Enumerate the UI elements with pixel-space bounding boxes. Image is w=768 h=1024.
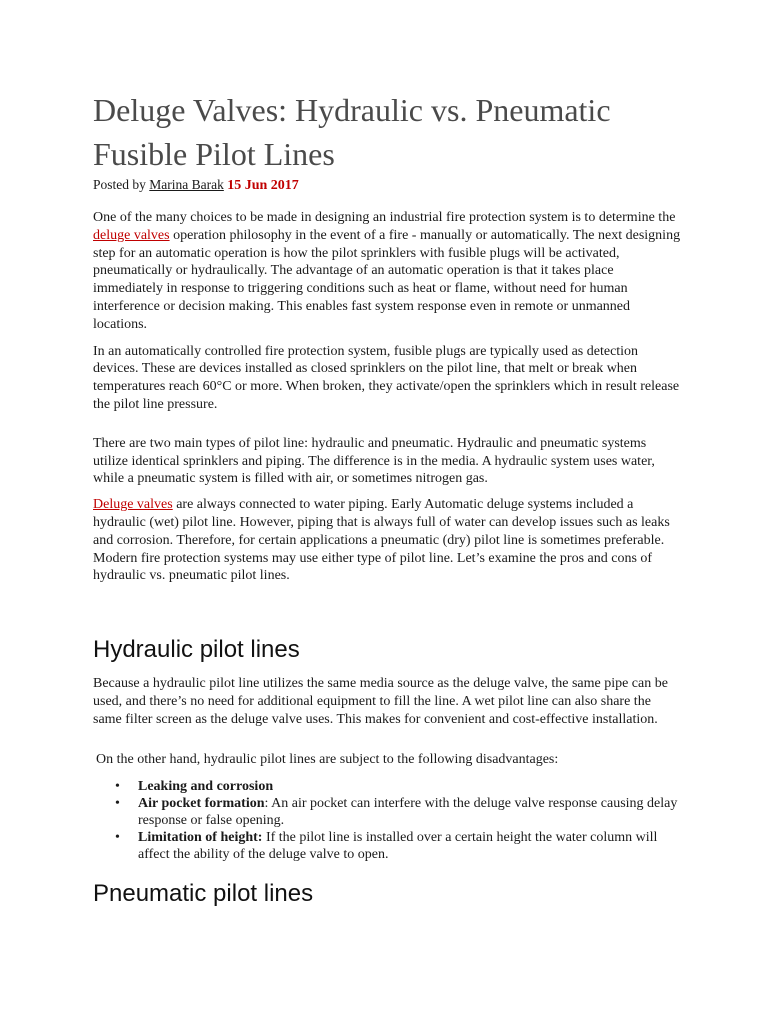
list-item (93, 829, 683, 863)
pilot-types-paragraph: There are two main types of pilot line: hydraulic and pneumatic. Hydraulic and pneumatic systems utilize identical sprinklers and piping. The difference is in the media. A hydraulic system uses water, while a pneumatic system is filled with air, or sometimes nitrogen gas. (93, 435, 655, 487)
list-item (93, 795, 683, 829)
intro-paragraph (93, 209, 683, 334)
deluge-connection-paragraph (93, 496, 683, 585)
pneumatic-heading: Pneumatic pilot lines (93, 880, 314, 908)
deluge-connection-text: are always connected to water piping. Early Automatic deluge systems included a hydraulic (wet) pilot line. However, piping that is always full of water can develop issues such as leaks and corrosion. Therefore, for certain applications a pneumatic (dry) pilot line is sometimes preferable. Modern fire protection systems may use either type of pilot line. Let’s examine the pros and cons of hydraulic vs. pneumatic pilot lines. (93, 497, 670, 584)
post-date: 15 Jun 2017 (227, 178, 299, 193)
list-item-text: : An air pocket can interfere with the deluge valve response causing delay response or false opening. (138, 796, 678, 829)
list-item-title: Limitation of height: (138, 830, 263, 846)
deluge-valves-link[interactable]: deluge valves (93, 227, 170, 243)
article-title: Deluge Valves: Hydraulic vs. Pneumatic Fusible Pilot Lines (93, 92, 611, 172)
deluge-valves-link-2[interactable]: Deluge valves (93, 497, 173, 513)
bullet-icon: • (115, 830, 120, 846)
byline (93, 176, 683, 195)
list-item-text: If the pilot line is installed over a certain height the water column will affect the ability of the deluge valve to open. (138, 830, 658, 863)
hydraulic-heading: Hydraulic pilot lines (93, 636, 300, 664)
document-page (93, 88, 683, 909)
list-item-title: Air pocket formation (138, 796, 265, 812)
detection-paragraph: In an automatically controlled fire protection system, fusible plugs are typically used as detection devices. These are devices installed as closed sprinklers on the pilot line, that melt or break when temperatures reach 60°C or more. When broken, they activate/open the sprinklers which in result release the pilot line pressure. (93, 343, 680, 412)
disadvantages-intro: On the other hand, hydraulic pilot lines are subject to the following disadvantages: (96, 751, 559, 767)
bullet-icon: • (115, 796, 120, 812)
byline-prefix: Posted by (93, 177, 146, 192)
author-link[interactable]: Marina Barak (149, 177, 224, 192)
disadvantages-list (93, 778, 683, 863)
bullet-icon: • (115, 779, 120, 795)
list-item (93, 778, 683, 795)
intro-text-before: One of the many choices to be made in designing an industrial fire protection system is to determine the (93, 210, 676, 225)
list-item-title: Leaking and corrosion (138, 779, 274, 795)
intro-text-after: operation philosophy in the event of a fire - manually or automatically. The next designing step for an automatic operation is how the pilot sprinklers with fusible plugs will be activated, pneumatically or hydraulically. The advantage of an automatic operation is that it takes place immediately in response to triggering conditions such as heat or flame, without need for human interference or decision making. This enables fast system response even in remote or unmanned locations. (93, 227, 681, 332)
hydraulic-paragraph: Because a hydraulic pilot line utilizes the same media source as the deluge valve, the same pipe can be used, and there’s no need for additional equipment to fill the line. A wet pilot line can also share the same filter screen as the deluge valve uses. This makes for convenient and cost-effective installation. (93, 676, 668, 727)
